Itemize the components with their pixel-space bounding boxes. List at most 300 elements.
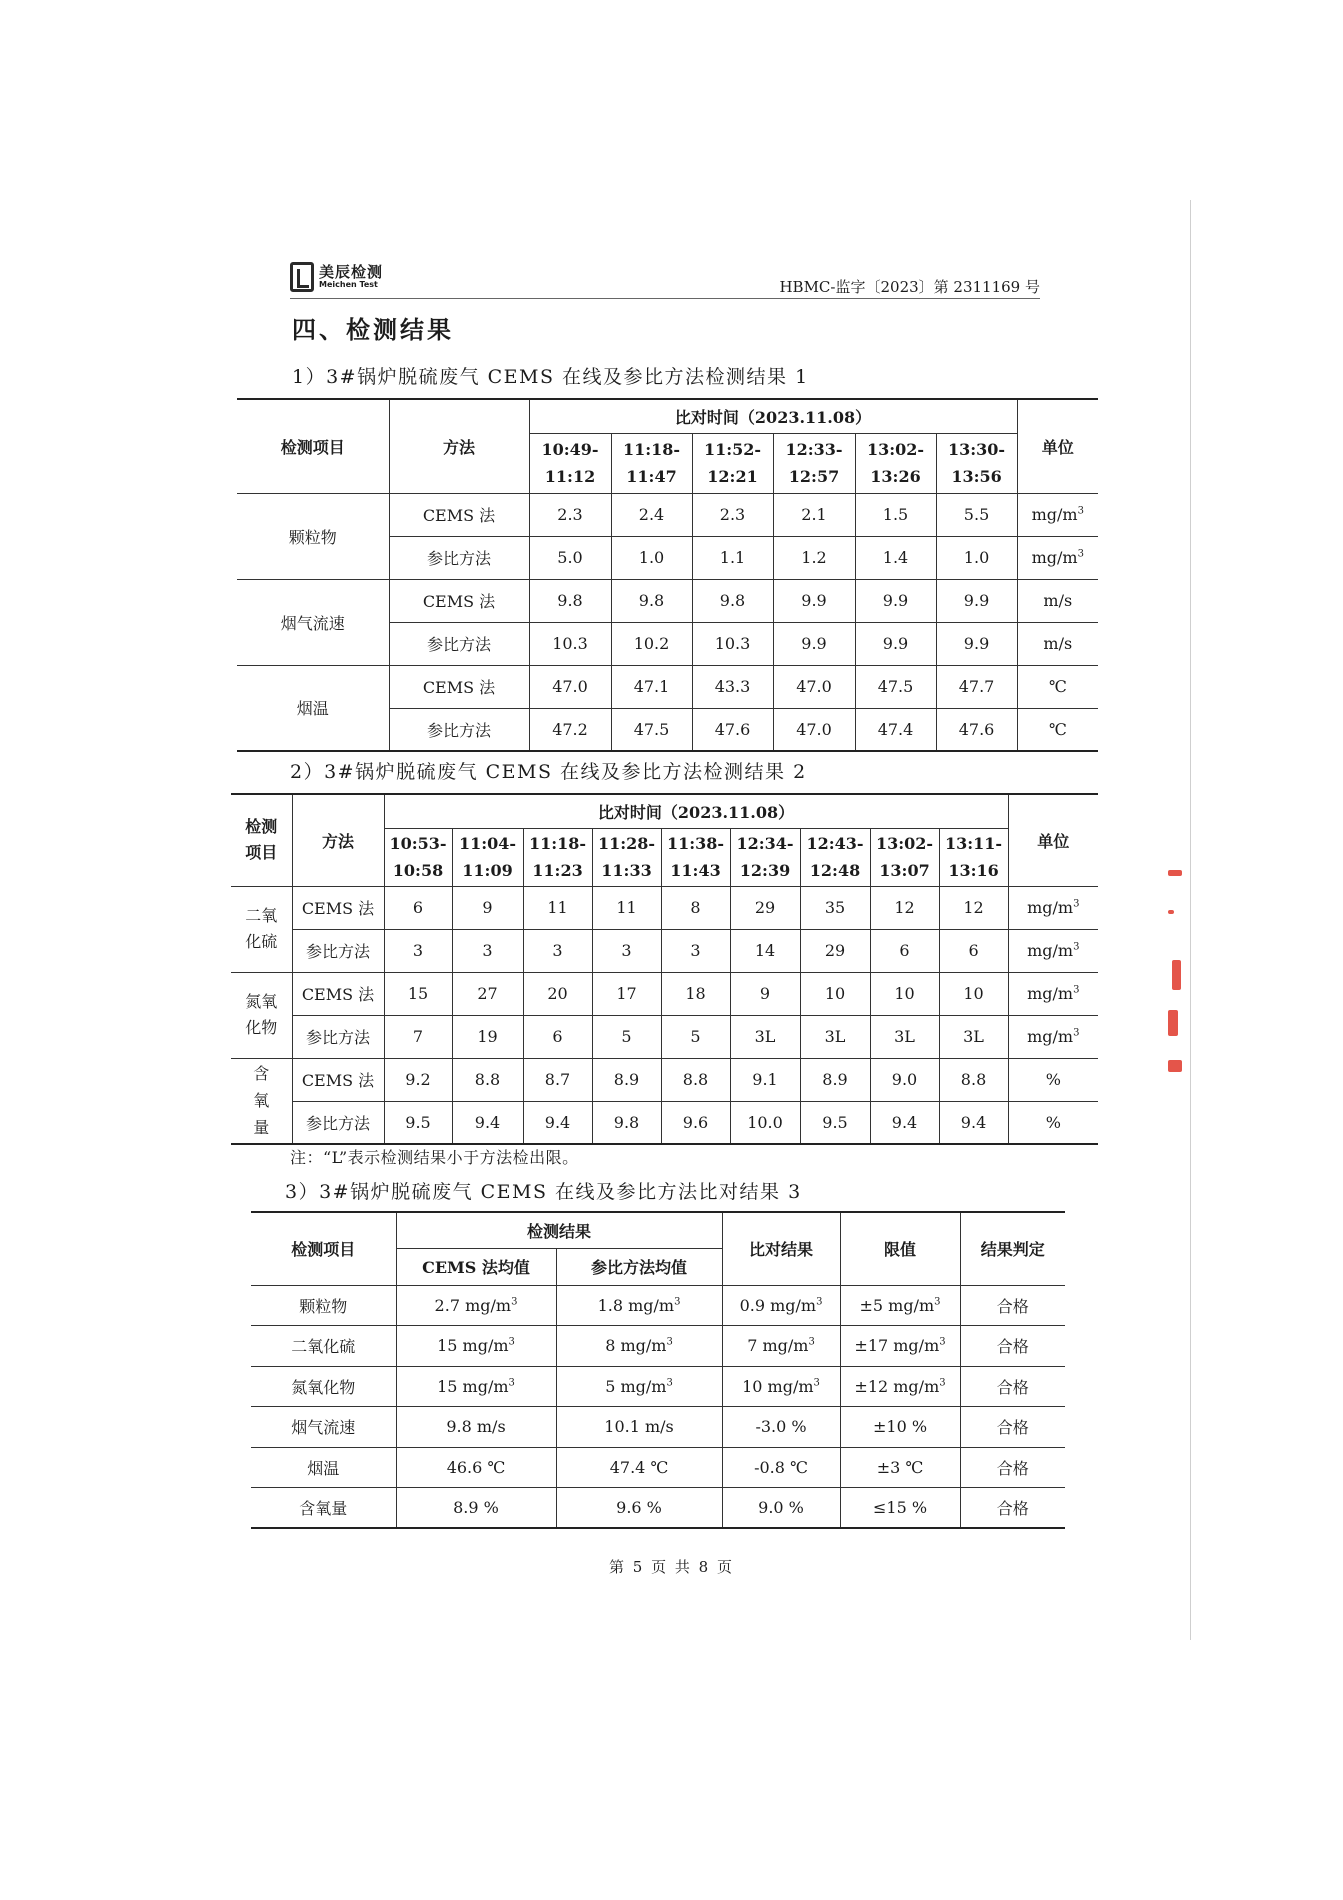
t3-compare-text: 7 mg/m — [747, 1336, 809, 1356]
t2-unit — [1008, 1101, 1098, 1144]
t2-time-start: 12:34- — [736, 834, 794, 853]
t2-value: 8.7 — [523, 1058, 592, 1101]
t2-header-item-line1: 检测 — [245, 817, 278, 837]
t2-method: 参比方法 — [292, 1015, 384, 1058]
t2-unit — [1008, 886, 1098, 929]
t2-unit-sup: 3 — [1073, 941, 1080, 953]
t3-header-cems-avg: CEMS 法均值 — [396, 1248, 556, 1285]
t3-limit-text: ±12 mg/m — [854, 1376, 940, 1396]
scan-edge-line — [1190, 200, 1191, 1640]
t1-time-slot — [936, 433, 1017, 493]
t1-value: 10.3 — [692, 622, 773, 665]
t3-compare-sup: 3 — [816, 1296, 823, 1308]
t2-value: 9.5 — [384, 1101, 452, 1144]
t2-value: 17 — [592, 972, 661, 1015]
t2-time-start: 11:18- — [528, 834, 587, 853]
t1-value: 10.2 — [611, 622, 692, 665]
t3-ref — [556, 1285, 722, 1326]
t3-cems — [396, 1488, 556, 1529]
t1-unit-text: m/s — [1043, 591, 1073, 610]
table-row — [231, 1101, 1098, 1144]
t1-unit-sup: 3 — [1077, 505, 1084, 517]
t2-method: 参比方法 — [292, 929, 384, 972]
t3-ref-sup: 3 — [674, 1296, 681, 1308]
t3-item: 烟气流速 — [251, 1407, 396, 1448]
t2-value: 9.8 — [592, 1101, 661, 1144]
t1-unit — [1017, 708, 1098, 751]
t1-value: 1.2 — [773, 536, 855, 579]
t1-unit-text: mg/m — [1031, 505, 1078, 524]
t3-cems — [396, 1407, 556, 1448]
report-number: HBMC-监字〔2023〕第 2311169 号 — [779, 278, 1040, 296]
t3-header-ref-avg: 参比方法均值 — [556, 1248, 722, 1285]
t2-unit-text: mg/m — [1027, 984, 1074, 1003]
t1-value: 1.0 — [936, 536, 1017, 579]
t2-value: 12 — [870, 886, 939, 929]
t1-value: 47.5 — [611, 708, 692, 751]
t2-method: CEMS 法 — [292, 1058, 384, 1101]
table3 — [251, 1211, 1065, 1529]
t1-time-start: 12:33- — [785, 440, 843, 459]
t3-header-compare: 比对结果 — [722, 1212, 840, 1285]
t2-time-start: 10:53- — [389, 834, 447, 853]
t1-value: 2.3 — [529, 493, 611, 536]
t2-value: 11 — [592, 886, 661, 929]
t3-header-result: 检测结果 — [396, 1212, 722, 1248]
t1-value: 10.3 — [529, 622, 611, 665]
t2-value: 9 — [730, 972, 800, 1015]
t3-header-judge: 结果判定 — [960, 1212, 1065, 1285]
t2-value: 9.2 — [384, 1058, 452, 1101]
t1-method: CEMS 法 — [389, 579, 529, 622]
t2-item — [231, 972, 292, 1058]
t3-cems-text: 15 mg/m — [437, 1376, 509, 1396]
t2-unit-text: % — [1045, 1112, 1061, 1132]
t3-ref — [556, 1407, 722, 1448]
t2-value: 9 — [452, 886, 523, 929]
t2-item-line: 二氧 — [245, 906, 278, 925]
table2 — [231, 793, 1098, 1145]
t3-cems — [396, 1447, 556, 1488]
t3-ref-text: 1.8 mg/m — [597, 1295, 675, 1315]
t2-value: 3L — [800, 1015, 870, 1058]
t1-item: 烟温 — [237, 665, 389, 751]
t2-item-line: 含 — [253, 1064, 270, 1084]
t2-header-item — [231, 794, 292, 886]
t3-limit-sup: 3 — [939, 1336, 946, 1348]
t3-limit-text: ±3 ℃ — [876, 1457, 924, 1477]
t3-limit — [840, 1407, 960, 1448]
t1-time-start: 13:02- — [866, 440, 925, 459]
t1-time-slot — [611, 433, 692, 493]
t2-unit — [1008, 1058, 1098, 1101]
t2-time-start: 11:38- — [666, 834, 725, 853]
t3-limit — [840, 1488, 960, 1529]
t2-value: 3 — [523, 929, 592, 972]
t3-compare — [722, 1285, 840, 1326]
header-divider — [290, 298, 1040, 299]
t2-time-end: 11:43 — [670, 861, 721, 880]
t3-judge: 合格 — [960, 1407, 1065, 1448]
t3-judge: 合格 — [960, 1447, 1065, 1488]
t1-value: 47.1 — [611, 665, 692, 708]
t3-compare — [722, 1326, 840, 1367]
table-row — [251, 1326, 1065, 1367]
company-logo — [290, 260, 383, 294]
page-footer: 第 5 页 共 8 页 — [609, 1558, 734, 1576]
t2-value: 9.6 — [661, 1101, 730, 1144]
t3-compare — [722, 1447, 840, 1488]
table-row — [231, 886, 1098, 929]
t2-value: 8 — [661, 886, 730, 929]
table-row — [251, 1488, 1065, 1529]
t2-item-line: 量 — [253, 1118, 270, 1138]
t1-time-start: 11:52- — [703, 440, 762, 459]
t3-limit-sup: 3 — [934, 1296, 941, 1308]
t2-value: 9.0 — [870, 1058, 939, 1101]
t3-compare — [722, 1407, 840, 1448]
t2-time-start: 13:11- — [944, 834, 1003, 853]
t3-compare-text: 10 mg/m — [742, 1376, 814, 1396]
t2-value: 3L — [939, 1015, 1008, 1058]
table1-title: 1）3#锅炉脱硫废气 CEMS 在线及参比方法检测结果 1 — [292, 366, 809, 388]
table-row — [231, 929, 1098, 972]
t3-ref — [556, 1366, 722, 1407]
t3-judge: 合格 — [960, 1326, 1065, 1367]
t1-value: 47.0 — [773, 708, 855, 751]
t3-cems — [396, 1366, 556, 1407]
t1-value: 9.8 — [692, 579, 773, 622]
t1-header-method: 方法 — [389, 399, 529, 493]
t2-value: 10 — [870, 972, 939, 1015]
table-row — [237, 493, 1098, 536]
t2-value: 3 — [452, 929, 523, 972]
t2-value: 9.4 — [523, 1101, 592, 1144]
table-row — [251, 1285, 1065, 1326]
t1-value: 47.0 — [529, 665, 611, 708]
t3-cems — [396, 1326, 556, 1367]
t1-item: 烟气流速 — [237, 579, 389, 665]
t2-value: 9.4 — [452, 1101, 523, 1144]
t3-item: 颗粒物 — [251, 1285, 396, 1326]
t1-value: 47.4 — [855, 708, 936, 751]
t2-header-item-line2: 项目 — [245, 843, 278, 863]
t2-time-start: 13:02- — [875, 834, 934, 853]
t2-time-end: 10:58 — [392, 861, 444, 880]
t2-unit-text: % — [1045, 1070, 1061, 1089]
table2-title: 2）3#锅炉脱硫废气 CEMS 在线及参比方法检测结果 2 — [290, 761, 807, 783]
t3-cems-sup: 3 — [511, 1296, 518, 1308]
t2-value: 8.8 — [452, 1058, 523, 1101]
t2-time-slot — [523, 828, 592, 886]
t2-value: 10 — [939, 972, 1008, 1015]
t2-unit — [1008, 972, 1098, 1015]
t1-unit-text: m/s — [1043, 634, 1073, 653]
t3-item: 二氧化硫 — [251, 1326, 396, 1367]
t1-value: 9.8 — [529, 579, 611, 622]
table-row — [237, 665, 1098, 708]
t1-value: 9.9 — [855, 622, 936, 665]
t1-value: 2.1 — [773, 493, 855, 536]
t2-time-end: 11:09 — [462, 861, 513, 880]
t1-unit-text: ℃ — [1048, 719, 1067, 739]
t2-item — [231, 1058, 292, 1144]
t2-value: 7 — [384, 1015, 452, 1058]
t3-ref — [556, 1447, 722, 1488]
t1-time-end: 12:57 — [788, 467, 840, 486]
t1-value: 9.9 — [936, 622, 1017, 665]
table2-note: 注：“L”表示检测结果小于方法检出限。 — [290, 1148, 579, 1167]
table-row — [231, 972, 1098, 1015]
t2-value: 3L — [870, 1015, 939, 1058]
t2-time-start: 11:04- — [458, 834, 517, 853]
t3-ref-text: 5 mg/m — [605, 1376, 667, 1396]
seal-stamp-fragment — [1168, 870, 1182, 1080]
t1-method: 参比方法 — [389, 622, 529, 665]
t2-unit-sup: 3 — [1073, 1027, 1080, 1039]
t1-value: 9.9 — [936, 579, 1017, 622]
t1-method: CEMS 法 — [389, 493, 529, 536]
t3-ref-sup: 3 — [666, 1377, 673, 1389]
t1-time-slot — [773, 433, 855, 493]
t2-value: 6 — [939, 929, 1008, 972]
t2-value: 3 — [384, 929, 452, 972]
t1-time-start: 13:30- — [947, 440, 1006, 459]
t3-cems-sup: 3 — [508, 1336, 515, 1348]
t2-time-slot — [592, 828, 661, 886]
t2-item-line: 氮氧 — [245, 992, 278, 1011]
t1-unit — [1017, 622, 1098, 665]
t2-time-slot — [730, 828, 800, 886]
t1-unit-sup: 3 — [1077, 548, 1084, 560]
t3-compare-text: 0.9 mg/m — [739, 1295, 817, 1315]
section-title: 四、检测结果 — [292, 315, 454, 344]
t2-unit-text: mg/m — [1027, 898, 1074, 917]
t2-item-line: 氧 — [253, 1091, 270, 1111]
t2-value: 9.1 — [730, 1058, 800, 1101]
t1-value: 9.9 — [855, 579, 936, 622]
t2-value: 6 — [870, 929, 939, 972]
t2-time-start: 12:43- — [806, 834, 864, 853]
t3-cems — [396, 1285, 556, 1326]
t3-limit-text: ±10 % — [872, 1417, 928, 1437]
t1-item: 颗粒物 — [237, 493, 389, 579]
t1-time-end: 12:21 — [707, 467, 758, 486]
t2-time-slot — [452, 828, 523, 886]
t2-value: 10.0 — [730, 1101, 800, 1144]
t2-value: 3 — [661, 929, 730, 972]
t2-value: 35 — [800, 886, 870, 929]
t1-method: CEMS 法 — [389, 665, 529, 708]
t1-unit-text: ℃ — [1048, 677, 1067, 696]
t1-value: 9.9 — [773, 579, 855, 622]
t1-time-start: 11:18- — [622, 440, 681, 459]
t2-value: 8.8 — [661, 1058, 730, 1101]
t3-compare-sup: 3 — [808, 1336, 815, 1348]
t3-item: 氮氧化物 — [251, 1366, 396, 1407]
table1 — [237, 398, 1098, 752]
t1-method: 参比方法 — [389, 536, 529, 579]
t2-value: 9.4 — [939, 1101, 1008, 1144]
t2-method: CEMS 法 — [292, 886, 384, 929]
t2-value: 8.9 — [800, 1058, 870, 1101]
t1-value: 9.9 — [773, 622, 855, 665]
t3-cems-text: 8.9 % — [453, 1498, 499, 1517]
t3-judge: 合格 — [960, 1285, 1065, 1326]
t1-time-slot — [529, 433, 611, 493]
table-row — [251, 1447, 1065, 1488]
t1-value: 47.0 — [773, 665, 855, 708]
t2-value: 27 — [452, 972, 523, 1015]
t1-unit — [1017, 665, 1098, 708]
t2-unit-sup: 3 — [1073, 984, 1080, 996]
t3-ref — [556, 1326, 722, 1367]
t3-ref-text: 9.6 % — [616, 1498, 662, 1517]
t1-method: 参比方法 — [389, 708, 529, 751]
t2-value: 14 — [730, 929, 800, 972]
t1-unit — [1017, 536, 1098, 579]
t3-judge: 合格 — [960, 1366, 1065, 1407]
t1-header-time: 比对时间（2023.11.08） — [529, 399, 1017, 433]
t2-time-end: 12:48 — [809, 861, 861, 880]
t1-value: 47.6 — [936, 708, 1017, 751]
t2-unit-text: mg/m — [1027, 1027, 1074, 1046]
t1-time-end: 13:26 — [870, 467, 921, 486]
t3-limit — [840, 1447, 960, 1488]
t2-value: 8.9 — [592, 1058, 661, 1101]
t2-value: 10 — [800, 972, 870, 1015]
t1-value: 47.2 — [529, 708, 611, 751]
t1-value: 1.1 — [692, 536, 773, 579]
t3-header-limit: 限值 — [840, 1212, 960, 1285]
t1-value: 1.4 — [855, 536, 936, 579]
t2-time-end: 11:23 — [532, 861, 583, 880]
t1-value: 47.5 — [855, 665, 936, 708]
t1-value: 47.7 — [936, 665, 1017, 708]
t2-value: 9.4 — [870, 1101, 939, 1144]
t3-cems-sup: 3 — [508, 1377, 515, 1389]
t1-value: 1.0 — [611, 536, 692, 579]
t2-value: 20 — [523, 972, 592, 1015]
table-row — [231, 1058, 1098, 1101]
t2-time-slot — [939, 828, 1008, 886]
t1-value: 1.5 — [855, 493, 936, 536]
t2-method: CEMS 法 — [292, 972, 384, 1015]
t2-value: 5 — [592, 1015, 661, 1058]
logo-chinese-name: 美辰检测 — [319, 263, 384, 281]
t2-value: 6 — [523, 1015, 592, 1058]
t2-value: 18 — [661, 972, 730, 1015]
t3-compare-text: -3.0 % — [755, 1417, 807, 1437]
t3-limit-text: ±17 mg/m — [854, 1336, 940, 1356]
t2-time-start: 11:28- — [597, 834, 656, 853]
t1-header-item: 检测项目 — [237, 399, 389, 493]
t2-header-method: 方法 — [292, 794, 384, 886]
t2-value: 29 — [800, 929, 870, 972]
t2-item-line: 化硫 — [245, 932, 278, 951]
t2-unit — [1008, 1015, 1098, 1058]
t3-header-item: 检测项目 — [251, 1212, 396, 1285]
t3-limit-text: ≤15 % — [872, 1498, 928, 1517]
t2-value: 6 — [384, 886, 452, 929]
t2-time-end: 13:16 — [948, 861, 999, 880]
t3-ref-text: 47.4 ℃ — [609, 1457, 669, 1477]
t1-time-start: 10:49- — [541, 440, 599, 459]
t3-compare-sup: 3 — [813, 1377, 820, 1389]
t3-ref-text: 10.1 m/s — [604, 1417, 674, 1437]
t1-time-slot — [855, 433, 936, 493]
t2-unit-sup: 3 — [1073, 898, 1080, 910]
t2-value: 15 — [384, 972, 452, 1015]
t1-time-end: 11:12 — [544, 467, 596, 486]
t1-value: 47.6 — [692, 708, 773, 751]
t1-value: 9.8 — [611, 579, 692, 622]
t3-cems-text: 9.8 m/s — [446, 1417, 506, 1437]
t3-compare-text: 9.0 % — [758, 1498, 804, 1517]
t2-value: 5 — [661, 1015, 730, 1058]
t2-value: 29 — [730, 886, 800, 929]
t2-value: 8.8 — [939, 1058, 1008, 1101]
t1-value: 5.0 — [529, 536, 611, 579]
t2-time-end: 11:33 — [601, 861, 652, 880]
table-row — [237, 579, 1098, 622]
t2-unit — [1008, 929, 1098, 972]
t1-value: 43.3 — [692, 665, 773, 708]
t2-method: 参比方法 — [292, 1101, 384, 1144]
t3-compare — [722, 1366, 840, 1407]
t3-ref-text: 8 mg/m — [605, 1336, 667, 1356]
t2-item — [231, 886, 292, 972]
t2-time-slot — [384, 828, 452, 886]
t3-item: 含氧量 — [299, 1499, 348, 1518]
t3-limit — [840, 1326, 960, 1367]
t2-item-line: 化物 — [245, 1018, 278, 1037]
table-row — [251, 1407, 1065, 1448]
t3-judge: 合格 — [960, 1488, 1065, 1529]
t3-item: 烟温 — [251, 1447, 396, 1488]
logo-english-name: Meichen Test — [319, 280, 378, 289]
t3-ref — [556, 1488, 722, 1529]
t1-value: 2.4 — [611, 493, 692, 536]
t2-value: 11 — [523, 886, 592, 929]
table3-title: 3）3#锅炉脱硫废气 CEMS 在线及参比方法比对结果 3 — [285, 1181, 802, 1203]
t2-value: 19 — [452, 1015, 523, 1058]
t2-value: 12 — [939, 886, 1008, 929]
t2-unit-text: mg/m — [1027, 941, 1074, 960]
t3-cems-text: 46.6 ℃ — [446, 1457, 506, 1477]
table-row — [231, 1015, 1098, 1058]
t2-time-slot — [661, 828, 730, 886]
t2-time-slot — [870, 828, 939, 886]
t1-time-end: 13:56 — [951, 467, 1002, 486]
t1-value: 2.3 — [692, 493, 773, 536]
t1-time-slot — [692, 433, 773, 493]
t3-ref-sup: 3 — [666, 1336, 673, 1348]
t2-time-end: 12:39 — [739, 861, 791, 880]
t1-value: 5.5 — [936, 493, 1017, 536]
logo-icon — [290, 262, 314, 292]
t3-compare-text: -0.8 ℃ — [754, 1457, 808, 1477]
t1-time-end: 11:47 — [626, 467, 677, 486]
t3-compare — [722, 1488, 840, 1529]
t1-unit — [1017, 493, 1098, 536]
t3-limit-sup: 3 — [939, 1377, 946, 1389]
t2-time-slot — [800, 828, 870, 886]
t3-limit — [840, 1285, 960, 1326]
table-row — [251, 1366, 1065, 1407]
t2-header-unit: 单位 — [1008, 794, 1098, 886]
t1-header-unit: 单位 — [1017, 399, 1098, 493]
